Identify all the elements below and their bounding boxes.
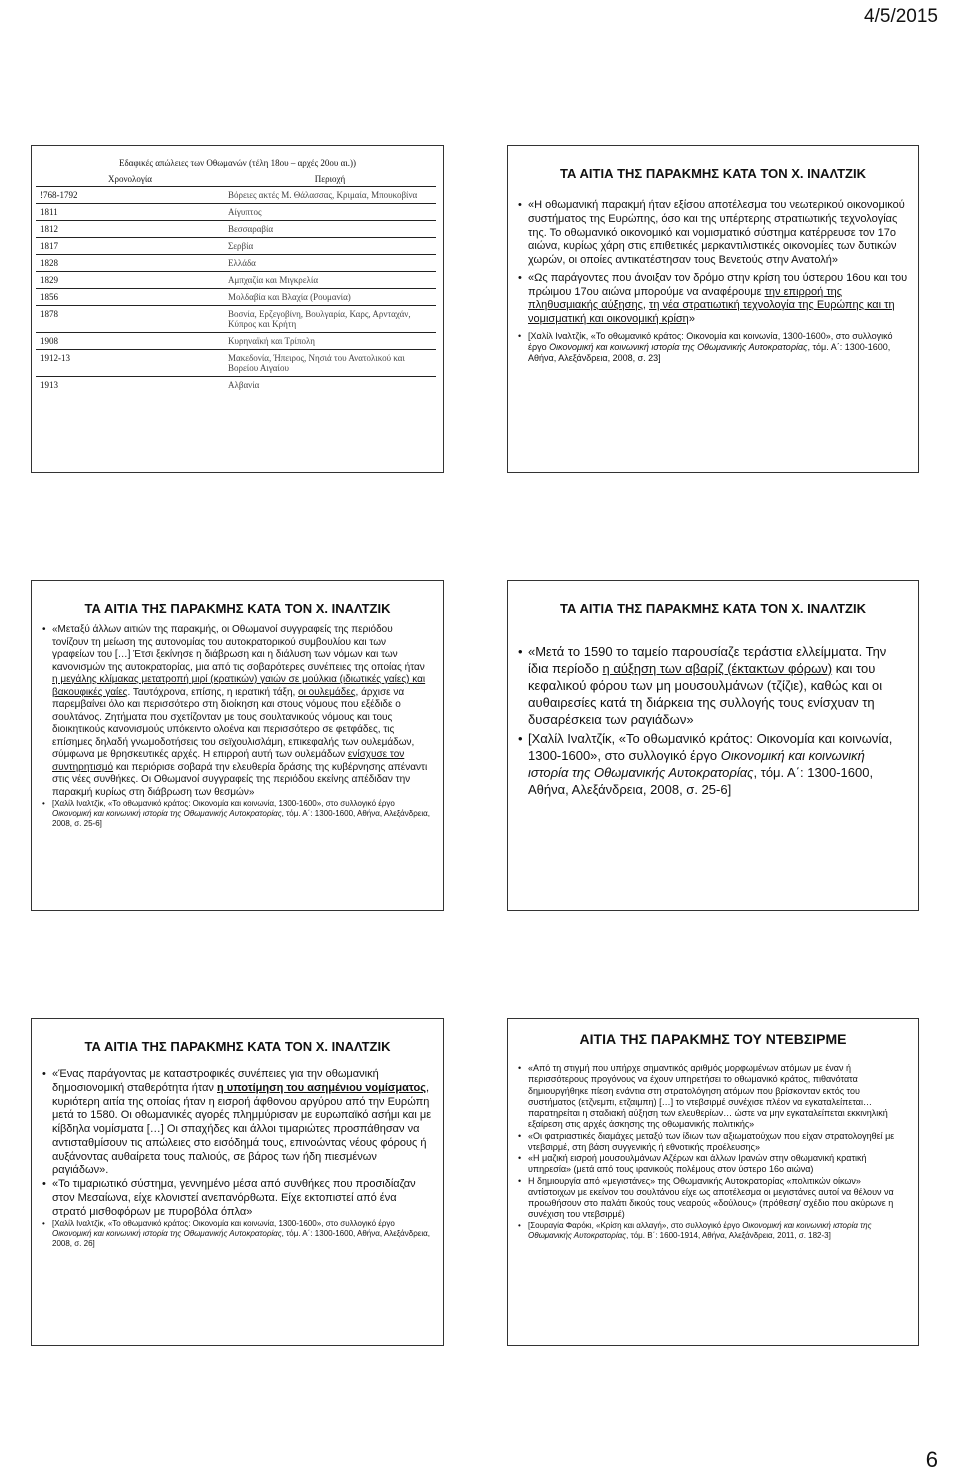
slide-inalcik-causes-3	[507, 580, 919, 911]
bullet-list	[518, 644, 908, 799]
page-number: 6	[925, 1447, 938, 1472]
date-header: 4/5/2015	[864, 6, 938, 27]
table-row	[36, 350, 436, 377]
year-cell: 1908	[36, 333, 224, 350]
year-cell: 1856	[36, 289, 224, 306]
slide-title: ΤΑ ΑΙΤΙΑ ΤΗΣ ΠΑΡΑΚΜΗΣ ΚΑΤΑ ΤΟΝ Χ. ΙΝΑΛΤΖΙΚ	[560, 166, 866, 181]
region-cell: Βόρειες ακτές Μ. Θάλασσας, Κριμαία, Μπουκοβίνα	[224, 187, 436, 204]
table-row	[36, 238, 436, 255]
bullet-economy	[518, 199, 908, 268]
bullet-text: «Η μαζική εισροή μουσουλμάνων Αζέρων και άλλων Ιρανών στην οθωμανική κρατική υπηρεσία» (μετά από τους ιρανικούς πολέμους στον ύστερο 16ο αιώνα)	[528, 1153, 867, 1175]
region-cell: Βοσνία, Ερζεγοβίνη, Βουλγαρία, Καρς, Αρνταχάν, Κύπρος και Κρήτη	[224, 306, 436, 333]
year-cell: 1811	[36, 204, 224, 221]
bullet-text: «Η οθωμανική παρακμή ήταν εξίσου αποτέλεσμα του νεωτερικού οικονομικού συστήματος της Ευρώπης, όσο και της υπέρτερης στρατιωτικής τεχνολογίας της. Το οθωμανικό οικονομικό και νομισματικό σύστημα κατέρρευσε τον 17ο αιώνα, κυρίως χάρη στις επιθετικές μερκαντιλιστικές οικονομίες των δυτικών χωρών, οι οποίες αντικατέστησαν τους Βενετούς στην Ανατολή»	[528, 199, 905, 266]
underlined-text: η μεγάλης κλίμακας μετατροπή μιρί (κρατικών) γαιών σε μούλκια (ιδιωτικές γαίες) και βακουφικές γαίες	[52, 674, 426, 698]
losses-table	[36, 172, 436, 393]
reference-text: [Χαλίλ Ιναλτζίκ, «Το οθωμανικό κράτος: Οικονομία και κοινωνία, 1300-1600», στο συλλογικό έργο	[52, 1219, 395, 1229]
reference	[518, 331, 908, 365]
underlined-text: τη νέα στρατιωτική τεχνολογία της Ευρώπης και τη νομισματική και οικονομική κρίση	[528, 299, 895, 325]
bullet-text: «Μετά το 1590 το ταμείο παρουσίαζε τεράστια ελλείμματα. Την ίδια περίοδο	[528, 644, 887, 676]
reference	[42, 799, 431, 829]
slide-title: ΤΑ ΑΙΤΙΑ ΤΗΣ ΠΑΡΑΚΜΗΣ ΚΑΤΑ ΤΟΝ Χ. ΙΝΑΛΤΖΙΚ	[560, 601, 866, 616]
reference-text: [Χαλίλ Ιναλτζίκ, «Το οθωμανικό κράτος: Οικονομία και κοινωνία, 1300-1600», στο συλλογικό έργο	[52, 799, 395, 808]
underlined-text: η υποτίμηση του ασημένιου νομίσματος	[217, 1081, 426, 1094]
bullet-text: , άρχισε να παρεμβαίνει όλο και περισσότερο στη διοίκηση και στους νόμους που εξέδιδε ο σουλτάνος. Ζητήματα που σχετίζονταν με τους σουλτανικούς νόμους και τους διοικητικούς κανονισμούς υπόκειντο ολοένα και περισσότερο σε φετφάδες, τις επίσημες δηλαδή γνωμοδοτήσεις του σεϊχουλισλάμη, επικεφαλής των ουλεμάδων, σύμφωνα με θρησκευτικές αρχές. Η επιρροή αυτή των ουλεμάδων	[52, 686, 415, 760]
reference-text: , τόμ. Α΄: 1300-1600, Αθήνα, Αλεξάνδρεια, 2008, σ. 26]	[52, 1229, 430, 1249]
reference	[518, 1221, 908, 1241]
year-cell: !768-1792	[36, 187, 224, 204]
region-cell: Μακεδονία, Ήπειρος, Νησιά του Ανατολικού και Βορείου Αιγαίου	[224, 350, 436, 377]
bullet-timar	[42, 1178, 433, 1219]
region-cell: Σερβία	[224, 238, 436, 255]
region-cell: Αλβανία	[224, 377, 436, 394]
region-cell: Ελλάδα	[224, 255, 436, 272]
reference-text: , τόμ. Α΄: 1300-1600, Αθήνα, Αλεξάνδρεια, 2008, σ. 23]	[528, 342, 891, 364]
bullet-factors	[518, 272, 908, 327]
bullet-list	[518, 1063, 908, 1241]
bullet-educated	[518, 1063, 908, 1131]
reference-text: , τόμ. Β΄: 1600-1914, Αθήνα, Αλεξάνδρεια, 2011, σ. 182-3]	[626, 1230, 831, 1240]
year-cell: 1817	[36, 238, 224, 255]
year-cell: 1828	[36, 255, 224, 272]
losses-table-body	[36, 187, 436, 394]
year-cell: 1878	[36, 306, 224, 333]
reference-italic: Οικονομική και κοινωνική ιστορία της Οθωμανικής Αυτοκρατορίας	[549, 342, 808, 352]
bullet-factions	[518, 1131, 908, 1154]
table-row	[36, 333, 436, 350]
bullet-list	[42, 624, 431, 829]
region-cell: Μολδαβία και Βλαχία (Ρουμανία)	[224, 289, 436, 306]
reference-italic: Οικονομική και κοινωνική ιστορία της Οθωμανικής Αυτοκρατορίας	[52, 809, 282, 818]
reference-italic: Οικονομική και κοινωνική ιστορία της Οθωμανικής Αυτοκρατορίας	[528, 1220, 872, 1240]
slide-title: ΤΑ ΑΙΤΙΑ ΤΗΣ ΠΑΡΑΚΜΗΣ ΚΑΤΑ ΤΟΝ Χ. ΙΝΑΛΤΖΙΚ	[84, 601, 391, 616]
region-cell: Βεσσαραβία	[224, 221, 436, 238]
reference-text: [Χαλίλ Ιναλτζίκ, «Το οθωμανικό κράτος: Οικονομία και κοινωνία, 1300-1600», στο συλλογικό έργο	[528, 731, 893, 764]
region-cell: Αίγυπτος	[224, 204, 436, 221]
table-row	[36, 272, 436, 289]
reference-text: , τόμ. Α΄: 1300-1600, Αθήνα, Αλεξάνδρεια, 2008, σ. 25-6]	[528, 765, 874, 798]
bullet-text: «Ένας παράγοντας με καταστροφικές συνέπειες για την οθωμανική δημοσιονομική σταθερότητα ήταν	[52, 1068, 379, 1094]
bullet-text: και του κεφαλικού φόρου των μη μουσουλμάνων (τζίζιε), καθώς και οι αυθαιρεσίες κατά τη διάρκεια της συλλογής τους ενίσχυαν τη δυσαρέσκεια των ραγιάδων»	[528, 660, 883, 727]
underlined-text: την επιρροή της πληθυσμιακής αύξησης	[528, 285, 843, 312]
year-cell: 1913	[36, 377, 224, 394]
bullet-text: ,	[642, 299, 649, 312]
underlined-text: ενίσχυσε τον συντηρητισμό	[52, 749, 405, 773]
bullet-text: , κυριότερη αιτία της οποίας ήταν η εισροή άφθονου αργύρου από την Ευρώπη μετά το 1580. Οι οθωμανικές αγορές πλημμύρισαν με ευρωπαϊκό ασήμι και με κίβδηλα νομίσματα […] Οι σπαχήδες και άλλοι τιμαριώτες προσπάθησαν να αντισταθμίσουν τις απώλειες στο εισόδημά τους, επινοώντας νέους φόρους ή αυξάνοντας αυθαίρετα τους παλιούς, σε βάρος των ήδη πιεσμένων ραγιάδων».	[52, 1081, 432, 1177]
reference-text: [Σουραγία Φαρόκι, «Κρίση και αλλαγή», στο συλλογικό έργο	[528, 1220, 743, 1230]
slide-title: ΑΙΤΙΑ ΤΗΣ ΠΑΡΑΚΜΗΣ ΤΟΥ ΝΤΕΒΣΙΡΜΕ	[579, 1031, 847, 1047]
column-header-year: Χρονολογία	[107, 174, 153, 184]
reference-italic: Οικονομική και κοινωνική ιστορία της Οθωμανικής Αυτοκρατορίας	[52, 1229, 282, 1239]
bullet-text: «Οι φατριαστικές διαμάχες μεταξύ των ίδιων των αξιωματούχων που είχαν στρατολογηθεί με ντεβσιρμέ, στη βάση συγγενικής ή εθνοτικής προέλευσης»	[528, 1130, 895, 1152]
underlined-text: η αύξηση των αβαρίζ (έκτακτων φόρων)	[602, 660, 833, 676]
bullet-quote	[42, 624, 431, 799]
reference-text: , τόμ. Α΄: 1300-1600, Αθήνα, Αλεξάνδρεια, 2008, σ. 25-6]	[52, 809, 430, 828]
table-row	[36, 187, 436, 204]
slide-devshirme-causes	[507, 1018, 919, 1346]
bullet-text: «Ως παράγοντες που άνοιξαν τον δρόμο στην κρίση του ύστερου 16ου και του πρώιμου 17ου αιώνα μπορούμε να αναφέρουμε	[528, 271, 908, 298]
region-cell: Αμπχαζία και Μιγκρελία	[224, 272, 436, 289]
slide-inalcik-causes-1	[507, 145, 919, 473]
year-cell: 1829	[36, 272, 224, 289]
bullet-text: και περιόρισε σοβαρά την ελευθερία δράσης της κυβέρνησης απέναντι στις νέες συνθήκες. Οι Οθωμανοί συγγραφείς της περιόδου εκείνης απέδιδαν την παρακμή κυρίως στη διάβρωση των θεσμών»	[52, 761, 428, 798]
bullet-list	[42, 1068, 433, 1249]
table-row	[36, 377, 436, 394]
reference-text: [Χαλίλ Ιναλτζίκ, «Το οθωμανικό κράτος: Οικονομία και κοινωνία, 1300-1600», στο συλλογικό έργο	[528, 330, 893, 352]
bullet-text: «Μεταξύ άλλων αιτιών της παρακμής, οι Οθωμανοί συγγραφείς της περιόδου τονίζουν τη μείωση της αυτονομίας του αυτοκρατορικού συμβουλίου και των γραφείων του […] Έτσι ξεκίνησε η διάβρωση και η διάλυση των νόμων και των κανονισμών της αυτοκρατορίας, μια από τις σοβαρότερες συνέπειες της οποίας ήταν	[52, 624, 425, 673]
bullet-deficit	[518, 644, 908, 728]
column-header-region: Περιοχή	[314, 174, 346, 184]
bullet-text: «Από τη στιγμή που υπήρχε σημαντικός αριθμός μορφωμένων ατόμων με έναν ή περισσότερους προγόνους να έχουν υπηρετήσει το οθωμανικό κράτος, πιθανότατα δημιουργήθηκε πίεση ενάντια στη στρατολόγηση ατόμων που βρίσκονταν εκτός του συστήματος (ετζνεμπι, ετζαιμπη) […] το ντεβσιρμέ συνέχισε πλέον να εγκαταλείπεται… παρατηρείται η σταδιακή αύξηση των ελευθερίων… ώστε να μην εγκαταλείπεται εκκινηλική εξαίρεση στις αρχές άσκησης της οθωμανικής πολιτικής»	[528, 1063, 888, 1130]
table-row	[36, 255, 436, 272]
bullet-text: »	[688, 313, 695, 325]
bullet-text: «Το τιμαριωτικό σύστημα, γεννημένο μέσα από συνθήκες που προσιδίαζαν στον Μεσαίωνα, είχε κλονιστεί ανεπανόρθωτα. Είχε εκτοπιστεί από ένα στρατό μισθοφόρων με πυροβόλα όπλα»	[52, 1178, 416, 1218]
table-row	[36, 204, 436, 221]
bullet-currency	[42, 1068, 433, 1178]
bullet-text: Η δημιουργία από «μεγιστάνες» της Οθωμανικής Αυτοκρατορίας «πολιτικών οίκων» αντίστοιχων με εκείνον του σουλτάνου είχε ως αποτέλεσμα οι μεγιστάνες αυτοί να θέλουν να προωθήσουν στο παλάτι δικούς τους νεαρούς «δούλους» (πρόθεση/ σχέδιο που ακύρωνε η συνέχιση του ντεβσιρμέ)	[528, 1175, 894, 1220]
table-title: Εδαφικές απώλειες των Οθωμανών (τέλη 18ου – αρχές 20ου αι.))	[119, 158, 356, 168]
bullet-households	[518, 1176, 908, 1221]
table-row	[36, 306, 436, 333]
bullet-text: . Ταυτόχρονα, επίσης, η ιερατική τάξη,	[127, 686, 299, 698]
table-row	[36, 221, 436, 238]
table-row	[36, 289, 436, 306]
reference	[518, 731, 908, 799]
region-cell: Κυρηναϊκή και Τρίπολη	[224, 333, 436, 350]
slide-title: ΤΑ ΑΙΤΙΑ ΤΗΣ ΠΑΡΑΚΜΗΣ ΚΑΤΑ ΤΟΝ Χ. ΙΝΑΛΤΖΙΚ	[84, 1039, 391, 1054]
year-cell: 1812	[36, 221, 224, 238]
slide-territorial-losses	[31, 145, 444, 473]
bullet-list	[518, 199, 908, 365]
slide-inalcik-causes-4	[31, 1018, 444, 1346]
underlined-text: οι ουλεμάδες	[298, 686, 356, 698]
reference-italic: Οικονομική και κοινωνική ιστορία της Οθωμανικής Αυτοκρατορίας	[528, 748, 865, 781]
slide-inalcik-causes-2	[31, 580, 444, 911]
year-cell: 1912-13	[36, 350, 224, 377]
reference	[42, 1219, 433, 1249]
bullet-azeris	[518, 1153, 908, 1176]
